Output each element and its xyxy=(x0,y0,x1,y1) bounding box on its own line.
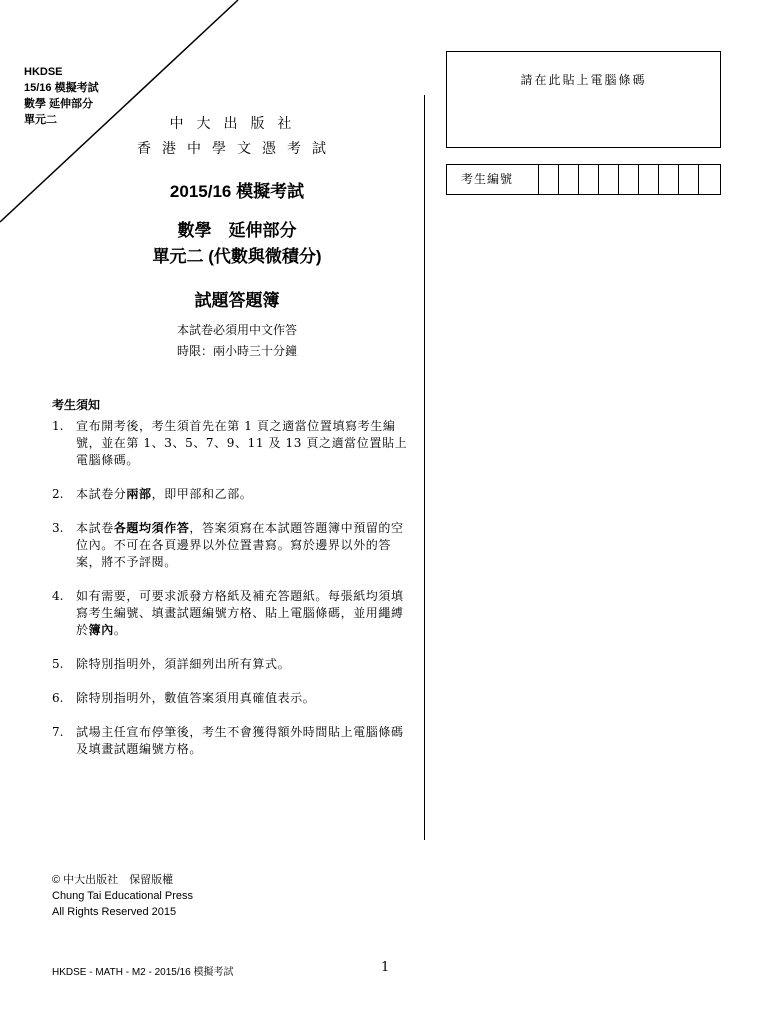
candidate-number-cell[interactable] xyxy=(559,165,579,194)
instruction-number: 3. xyxy=(52,521,64,535)
instruction-text xyxy=(76,690,412,707)
footer-code: HKDSE - MATH - M2 - 2015/16 模擬考試 xyxy=(52,967,234,978)
instruction-text-part: 試場主任宣布停筆後，考生不會獲得額外時間貼上電腦條碼及填畫試題編號方格。 xyxy=(76,725,404,756)
candidate-number-cell[interactable] xyxy=(639,165,659,194)
barcode-box xyxy=(446,51,721,148)
copyright-line: All Rights Reserved 2015 xyxy=(52,906,177,918)
instruction-item xyxy=(52,724,412,758)
page-number: 1 xyxy=(381,960,390,975)
instruction-item xyxy=(52,690,412,707)
instructions-list xyxy=(52,418,412,775)
copyright-line: © 中大出版社 保留版權 xyxy=(52,874,174,886)
booklet-title: 試題答題簿 xyxy=(194,291,280,310)
exam-authority: 香港中學文憑考試 xyxy=(137,141,337,157)
corner-line: HKDSE xyxy=(24,66,63,78)
instruction-item xyxy=(52,418,412,469)
candidate-number-cell[interactable] xyxy=(659,165,679,194)
instruction-item xyxy=(52,520,412,571)
instruction-number: 2. xyxy=(52,487,64,501)
exam-title: 2015/16 模擬考試 xyxy=(169,182,305,201)
instruction-item xyxy=(52,656,412,673)
candidate-number-cell[interactable] xyxy=(579,165,599,194)
instruction-text xyxy=(76,486,412,503)
instruction-text-part: 本試卷分 xyxy=(76,487,127,501)
language-note: 本試卷必須用中文作答 xyxy=(176,323,297,337)
instruction-emphasis: 簿內 xyxy=(88,623,114,637)
instruction-number: 5. xyxy=(52,657,64,671)
instruction-emphasis: 兩部 xyxy=(126,487,152,501)
instruction-text-part: ，答案須寫在本試題答題簿中預留的空位內。不可在各頁邊界以外位置書寫。寫於邊界以外的答案，將不予評閱。 xyxy=(76,521,404,569)
instruction-text-part: 如有需要，可要求派發方格紙及補充答題紙。每張紙均須填寫考生編號、填畫試題編號方格、貼上電腦條碼，並用繩縛於 xyxy=(76,589,404,637)
instruction-text-part: 本試卷 xyxy=(76,521,114,535)
barcode-label: 請在此貼上電腦條碼 xyxy=(520,73,647,87)
instruction-item xyxy=(52,486,412,503)
instruction-number: 1. xyxy=(52,419,64,433)
instructions-heading: 考生須知 xyxy=(52,398,101,412)
module-title: 單元二 (代數與微積分) xyxy=(152,247,322,266)
instruction-text-part: 除特別指明外，數值答案須用真確值表示。 xyxy=(76,691,316,705)
instruction-text xyxy=(76,656,412,673)
candidate-number-cell[interactable] xyxy=(539,165,559,194)
instruction-text-part: 除特別指明外，須詳細列出所有算式。 xyxy=(76,657,291,671)
copyright-block xyxy=(52,872,193,920)
instruction-text-part: 宣布開考後，考生須首先在第 1 頁之適當位置填寫考生編號，並在第 1、3、5、7、9、11 及 13 頁之適當位置貼上電腦條碼。 xyxy=(76,419,408,467)
instruction-item xyxy=(52,588,412,639)
candidate-number-cell[interactable] xyxy=(679,165,699,194)
instruction-text xyxy=(76,418,412,469)
candidate-number-cell[interactable] xyxy=(599,165,619,194)
copyright-line: Chung Tai Educational Press xyxy=(52,890,194,902)
instruction-number: 4. xyxy=(52,589,64,603)
candidate-number-cells[interactable] xyxy=(539,165,720,194)
page-divider xyxy=(424,95,425,840)
instruction-text-part: ，即甲部和乙部。 xyxy=(151,487,253,501)
candidate-number-field[interactable] xyxy=(446,164,721,195)
subject-title: 數學 延伸部分 xyxy=(177,221,297,240)
time-limit: 時限：兩小時三十分鐘 xyxy=(176,344,297,358)
instruction-text xyxy=(76,588,412,639)
instruction-text xyxy=(76,520,412,571)
corner-line: 單元二 xyxy=(24,114,57,126)
candidate-number-cell[interactable] xyxy=(619,165,639,194)
instruction-emphasis: 各題均須作答 xyxy=(113,521,190,535)
corner-line: 數學 延伸部分 xyxy=(24,98,94,110)
candidate-number-label: 考生編號 xyxy=(447,165,539,194)
instruction-number: 6. xyxy=(52,691,64,705)
publisher-name: 中大出版社 xyxy=(169,116,305,132)
candidate-number-cell[interactable] xyxy=(699,165,720,194)
instruction-text xyxy=(76,724,412,758)
instruction-text-part: 。 xyxy=(113,623,127,637)
instruction-number: 7. xyxy=(52,725,64,739)
corner-line: 15/16 模擬考試 xyxy=(24,82,99,94)
